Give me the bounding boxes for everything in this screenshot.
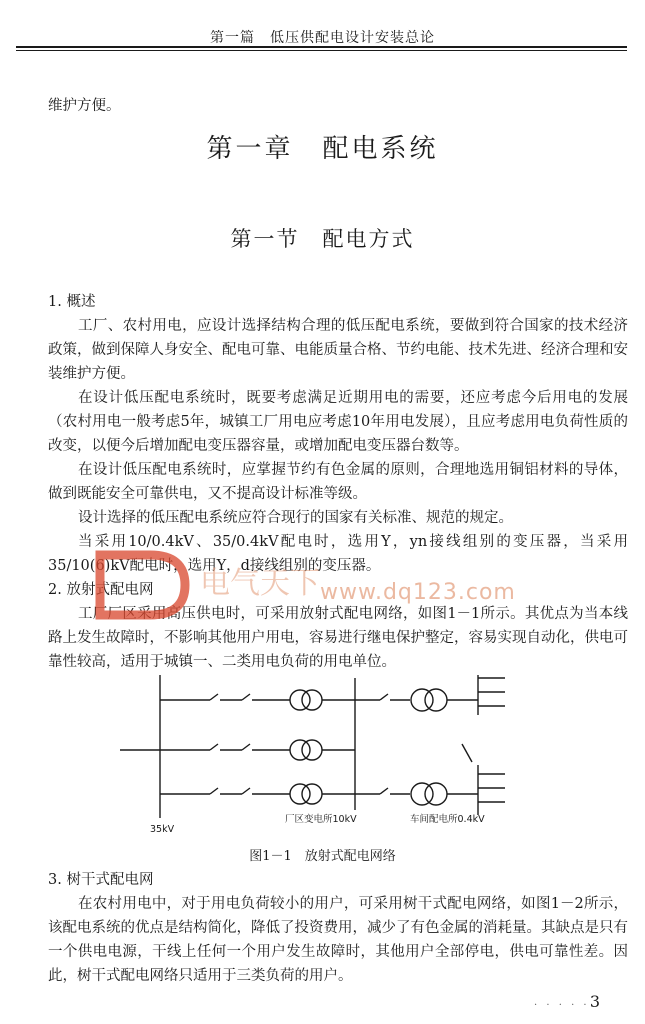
intro-fragment: 维护方便。 (48, 98, 121, 114)
paragraph: 在设计低压配电系统时，应掌握节约有色金属的原则，合理地选用铜铝材料的导体，做到既能安全可靠供电，又不提高设计标准等级。 (48, 462, 628, 502)
chapter-title: 第一章 配电系统 (206, 134, 439, 164)
heading-overview: 1. 概述 (48, 294, 96, 310)
figure-caption: 图1－1 放射式配电网络 (249, 849, 396, 864)
header-rule-thin (16, 50, 627, 51)
label-35kv: 35kV (150, 824, 175, 835)
page-dots: · · · · · (534, 1000, 590, 1011)
heading-trunk: 3. 树干式配电网 (48, 872, 154, 888)
watermark-logo-text: 电气天下 (200, 566, 320, 601)
paragraph: 当采用10/0.4kV、35/0.4kV配电时，选用Y，yn接线组别的变压器，当采用35/10(6)kV配电时，选用Y，d接线组别的变压器。 (48, 534, 628, 574)
label-plant-substation: 厂区变电所10kV (285, 814, 357, 825)
body-text-lower (48, 868, 628, 988)
tie-switch (462, 744, 472, 762)
paragraph: 设计选择的低压配电系统应符合现行的国家有关标准、规范的规定。 (78, 510, 513, 526)
radial-network-diagram (110, 670, 550, 838)
heading-radial: 2. 放射式配电网 (48, 582, 154, 598)
header-rule (16, 46, 627, 48)
section-title: 第一节 配电方式 (230, 227, 415, 251)
paragraph: 工厂厂区采用高压供电时，可采用放射式配电网络，如图1－1所示。其优点为当本线路上发生故障时，不影响其他用户用电，容易进行继电保护整定，容易实现自动化，供电可靠性较高，适用于城镇一、二类用电负荷的用电单位。 (48, 606, 628, 670)
page-number: 3 (589, 992, 600, 1011)
paragraph: 在设计低压配电系统时，既要考虑满足近期用电的需要，还应考虑今后用电的发展（农村用电一般考虑5年，城镇工厂用电应考虑10年用电发展），且应考虑用电负荷性质的改变，以便今后增加配电变压器容量，或增加配电变压器台数等。 (48, 390, 628, 454)
paragraph: 在农村用电中，对于用电负荷较小的用户，可采用树干式配电网络，如图1－2所示，该配电系统的优点是结构简化，降低了投资费用，减少了有色金属的消耗量。其缺点是只有一个供电电源，干线上任何一个用户发生故障时，其他用户全部停电，供电可靠性差。因此，树干式配电网络只适用于三类负荷的用户。 (48, 896, 628, 984)
paragraph: 工厂、农村用电，应设计选择结构合理的低压配电系统，要做到符合国家的技术经济政策，做到保障人身安全、配电可靠、电能质量合格、节约电能、技术先进、经济合理和安装维护方便。 (48, 318, 628, 382)
running-head: 第一篇 低压供配电设计安装总论 (210, 30, 435, 46)
label-workshop-substation: 车间配电所0.4kV (410, 814, 485, 825)
watermark-url: www.dq123.com (320, 580, 516, 605)
